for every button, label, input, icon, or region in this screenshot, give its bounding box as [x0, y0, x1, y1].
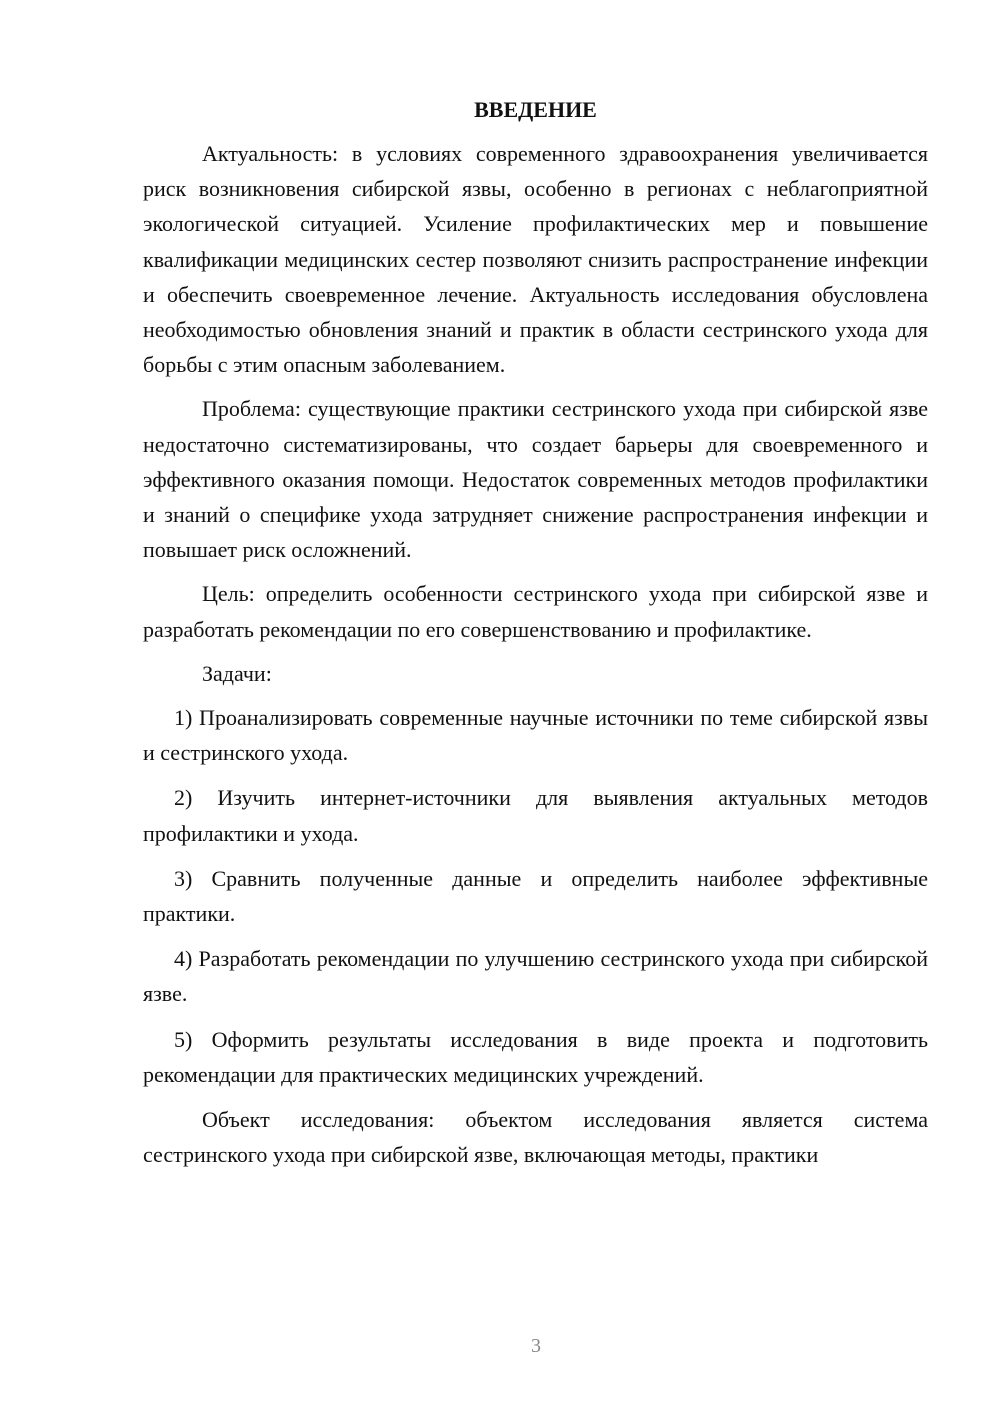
task-item-1: 1) Проанализировать современные научные источники по теме сибирской язвы и сестринского ухода.	[143, 705, 928, 766]
paragraph-object: Объект исследования: объектом исследования является система сестринского ухода при сибирской язве, включающая методы, практики	[143, 1107, 928, 1168]
task-item-3: 3) Сравнить полученные данные и определить наиболее эффективные практики.	[143, 865, 928, 927]
page-number: 3	[531, 1335, 541, 1357]
task-item-2: 2) Изучить интернет-источники для выявления актуальных методов профилактики и ухода.	[143, 785, 928, 846]
task-item-5: 5) Оформить результаты исследования в виде проекта и подготовить рекомендации для практических медицинских учреждений.	[143, 1026, 928, 1087]
section-heading: ВВЕДЕНИЕ	[474, 97, 597, 122]
paragraph-relevance: Актуальность: в условиях современного здравоохранения увеличивается риск возникновения сибирской язвы, особенно в регионах с неблагоприятной экологической ситуацией. Усиление профилактических мер и повышение квалификации медицинских сестер позволяют снизить распространение инфекции и обеспечить своевременное лечение. Актуальность исследования обусловлена необходимостью обновления знаний и практик в области сестринского ухода для борьбы с этим опасным заболеванием.	[143, 141, 928, 378]
paragraph-problem: Проблема: существующие практики сестринского ухода при сибирской язве недостаточно систематизированы, что создает барьеры для своевременного и эффективного оказания помощи. Недостаток современных методов профилактики и знаний о специфике ухода затрудняет снижение распространения инфекции и повышает риск осложнений.	[143, 396, 928, 563]
tasks-label: Задачи:	[202, 660, 272, 686]
task-item-4: 4) Разработать рекомендации по улучшению сестринского ухода при сибирской язве.	[143, 946, 928, 1007]
paragraph-goal: Цель: определить особенности сестринского ухода при сибирской язве и разработать рекомендации по его совершенствованию и профилактике.	[143, 581, 928, 642]
document-body	[143, 92, 928, 1181]
